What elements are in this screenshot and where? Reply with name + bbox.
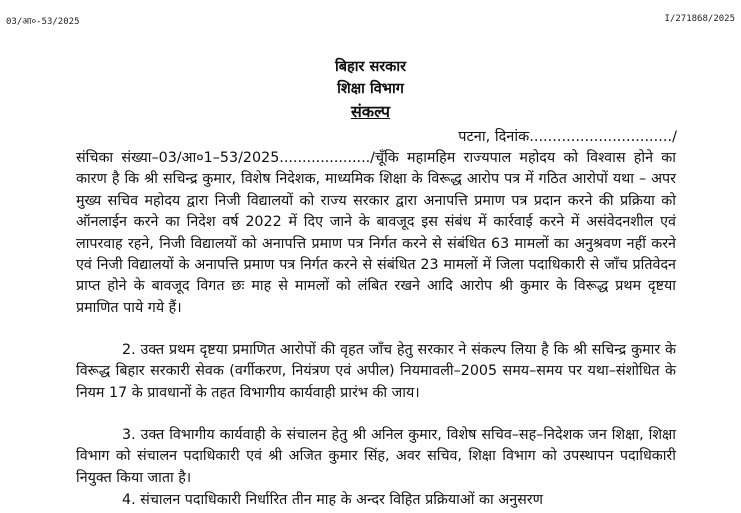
paragraph-3: 3. उक्त विभागीय कार्यवाही के संचालन हेतु श्री अनिल कुमार, विशेष सचिव–सह–निदेशक जन शिक्षा, शिक्षा विभाग को संचालन पदाधिकारी एवं श्री अजित कुमार सिंह, अवर सचिव, शिक्षा विभाग को उपस्थापन पदाधिकारी नियुक्त किया जाता है। (76, 427, 676, 486)
paragraph-1: संचिका संख्या–03/आ०1–53/2025..................../चूँकि महामहिम राज्यपाल महोदय को विश्वास होने का कारण है कि श्री सचिन्द्र कुमार, विशेष निदेशक, माध्यमिक शिक्षा के विरूद्ध आरोप पत्र में गठित आरोपों यथा – अपर मुख्य सचिव महोदय द्वारा निजी विद्यालयों को राज्य सरकार द्वारा अनापत्ति प्रमाण पत्र प्रदान करने की प्रक्रिया को ऑनलाईन करने का निदेश वर्ष 2022 में दिए जाने के बावजूद इस संबंध में कार्रवाई करने में असंवेदनशील एवं लापरवाह रहने, निजी विद्यालयों को अनापत्ति प्रमाण पत्र निर्गत करने से संबंधित 63 मामलों का अनुश्रवण नहीं करने एवं निजी विद्यालयों के अनापत्ति प्रमाण पत्र निर्गत करने से संबंधित 23 मामलों में जिला पदाधिकारी से जाँच प्रतिवेदन प्राप्त होने के बावजूद विगत छः माह से मामलों को लंबित रखने आदि आरोप श्री कुमार के विरूद्ध प्रथम दृष्टया प्रमाणित पाये गये हैं। (76, 150, 676, 316)
file-number: 03/आ०-53/2025 (6, 17, 80, 27)
paragraph-4: 4. संचालन पदाधिकारी निर्धारित तीन माह के अन्दर विहित प्रक्रियाओं का अनुसरण (122, 492, 543, 508)
place-date-line: पटना, दिनांक.............................../ (458, 129, 677, 145)
department-title: शिक्षा विभाग (337, 81, 404, 97)
paragraph-2: 2. उक्त प्रथम दृष्टया प्रमाणित आरोपों की वृहत जाँच हेतु सरकार ने संकल्प लिया है कि श्री सचिन्द्र कुमार के विरूद्ध बिहार सरकारी सेवक (वर्गीकरण, नियंत्रण एवं अपील) नियमावली–2005 समय–समय पर यथा–संशोधित के नियम 17 के प्रावधानों के तहत विभागीय कार्यवाही प्रारंभ की जाय। (76, 342, 676, 401)
resolution-title: संकल्प (350, 102, 391, 121)
document-reference-number: I/271868/2025 (664, 14, 735, 24)
government-title: बिहार सरकार (334, 59, 407, 75)
